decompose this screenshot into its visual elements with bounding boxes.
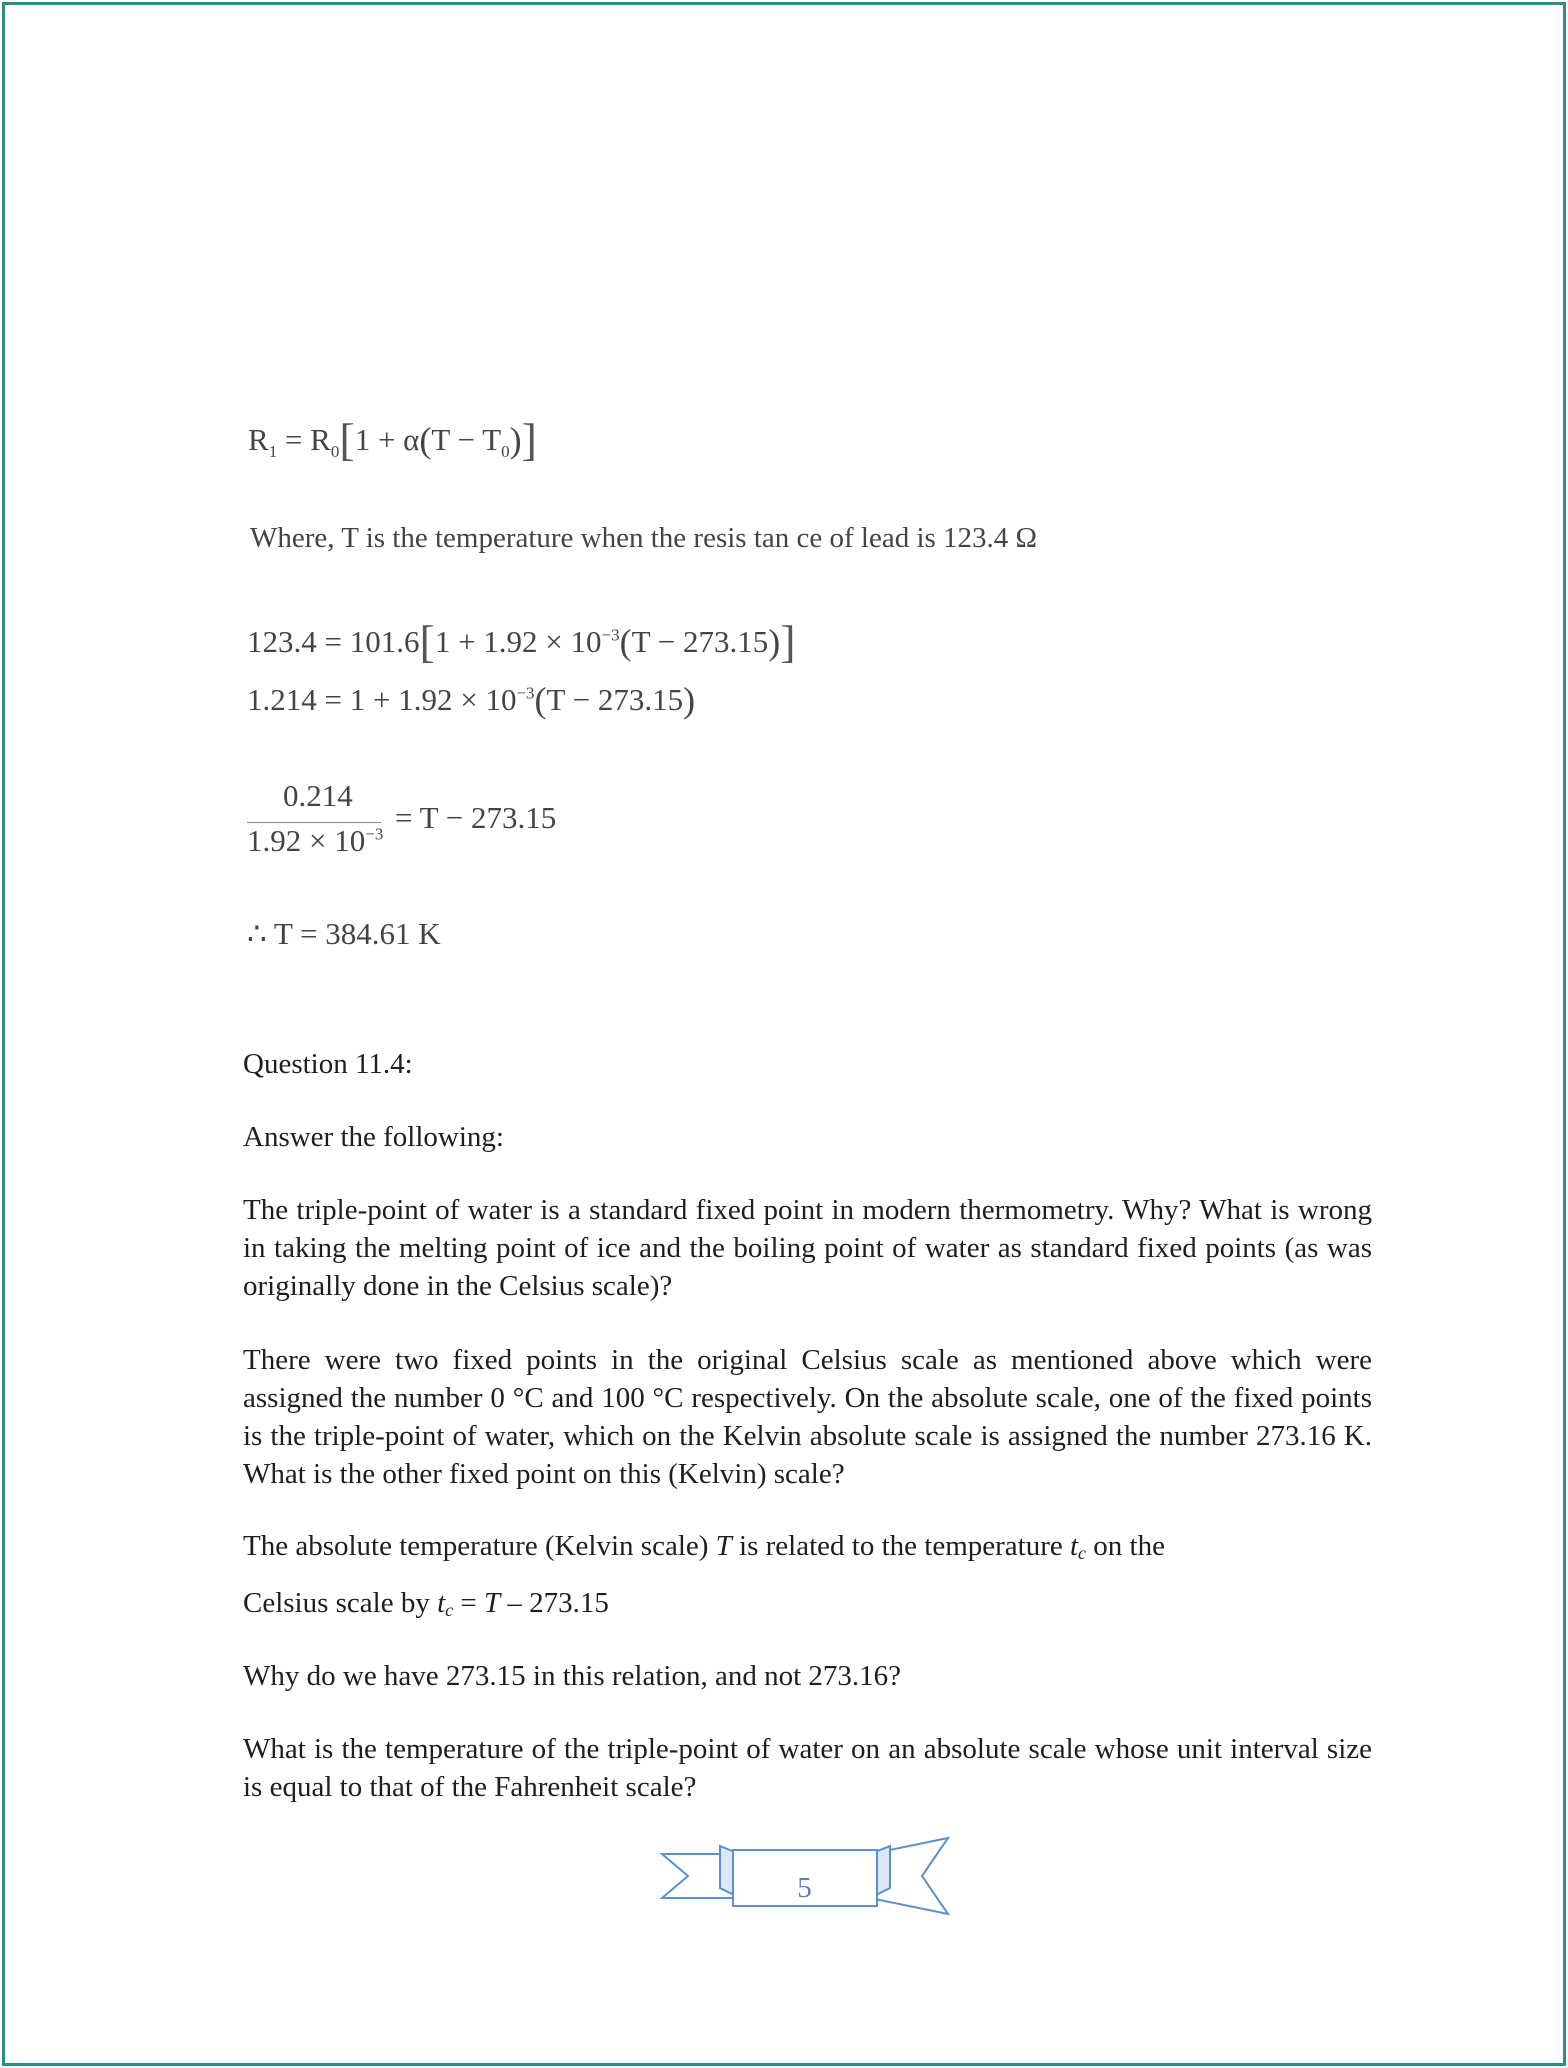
- question-part-b: There were two fixed points in the original Celsius scale as mentioned above which were assigned the number 0 °C and 100 °C respectively. On the absolute scale, one of the fixed points is the triple-point of water, which on the Kelvin absolute scale is assigned the number 273.16 K. What is the other fixed point on this (Kelvin) scale?: [243, 1344, 1372, 1490]
- question-part-d: Why do we have 273.15 in this relation, and not 273.16?: [243, 1660, 902, 1692]
- page-number: 5: [797, 1872, 812, 1904]
- equation-fraction: [247, 778, 587, 868]
- fraction-rhs: = T − 273.15: [395, 800, 557, 835]
- question-part-e: What is the temperature of the triple-point of water on an absolute scale whose unit interval size is equal to that of the Fahrenheit scale?: [243, 1733, 1372, 1803]
- question-part-c-line1: The absolute temperature (Kelvin scale) T is related to the temperature tc on the: [243, 1530, 1165, 1563]
- equation-resistance-formula: $R_1 = R_0[1 + \alpha(T - T_0)]$: [248, 414, 537, 465]
- question-heading: Question 11.4:: [243, 1048, 413, 1080]
- equation-result: ∴ T = 384.61 K: [247, 916, 441, 951]
- equation-simplified: $1.214 = 1 + 1.92 \times 10^{-3}(T - 273.15)$: [247, 680, 696, 720]
- question-part-a: The triple-point of water is a standard fixed point in modern thermometry. Why? What is wrong in taking the melting point of ice and the boiling point of water as standard fixed points (as was originally done in the Celsius scale)?: [243, 1194, 1372, 1302]
- equation-substitution: $123.4 = 101.6[1 + 1.92 \times 10^{-3}(T - 273.15)]$: [247, 616, 796, 667]
- fraction-numerator: 0.214: [283, 778, 353, 813]
- where-line: Where, T is the temperature when the resis tan ce of lead is 123.4 Ω: [250, 522, 1038, 554]
- fraction-denominator: $1.92 \times 10^{-3}$: [247, 823, 384, 858]
- question-intro: Answer the following:: [243, 1121, 504, 1153]
- question-part-c-line2: Celsius scale by tc = T – 273.15: [243, 1587, 609, 1620]
